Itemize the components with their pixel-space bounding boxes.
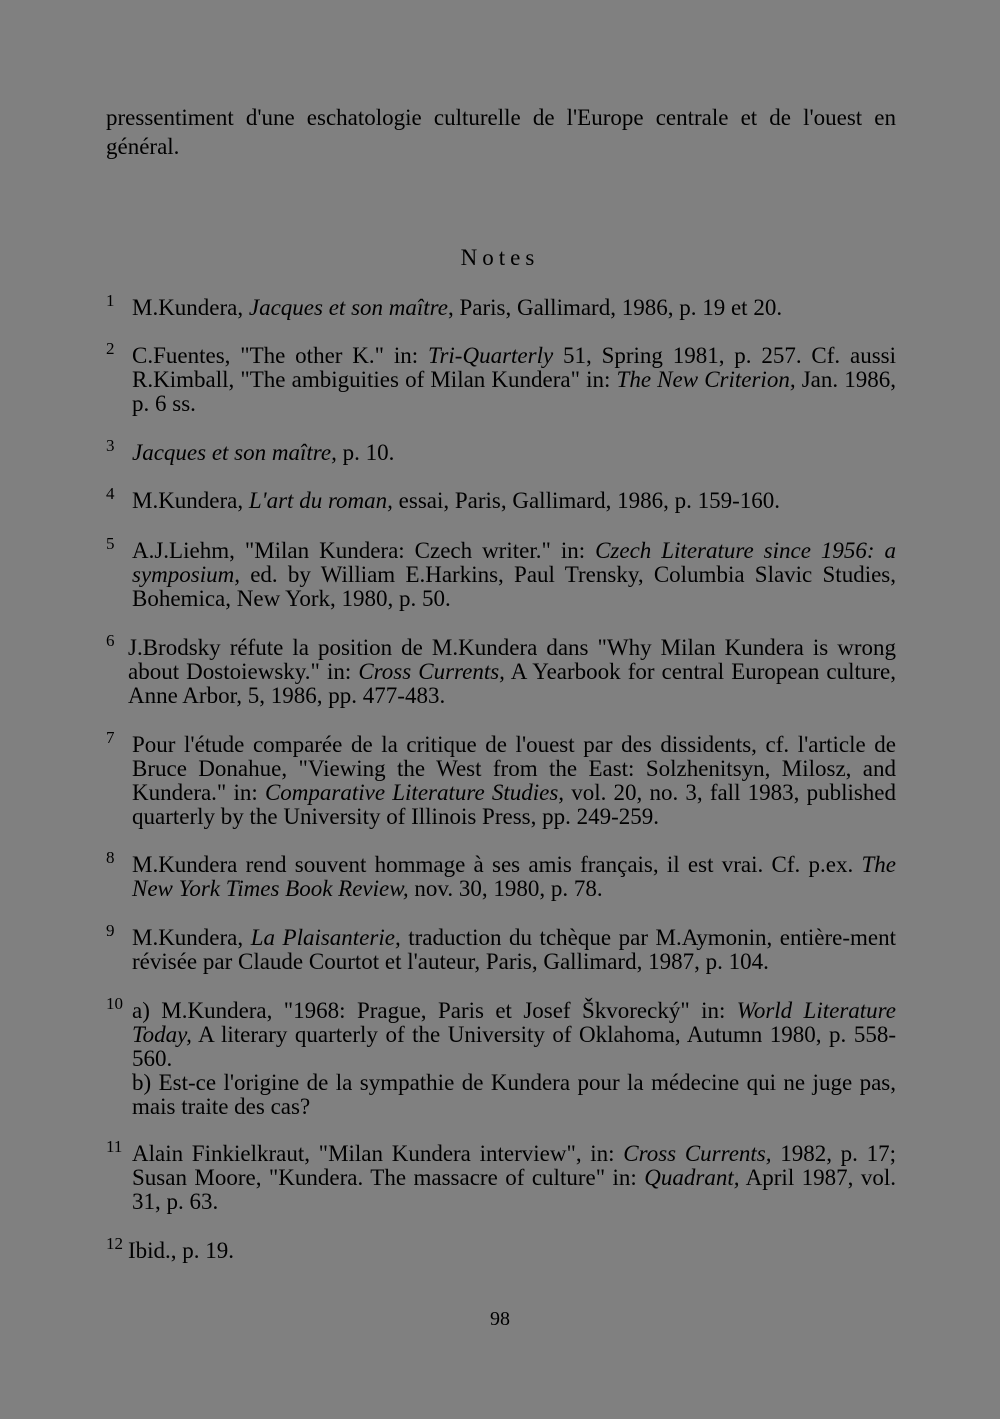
note-text-segment: nov. 30, 1980, p. 78. [408, 876, 603, 901]
note-title: Cross Currents, [623, 1141, 772, 1166]
note-text-segment: J.Brodsky réfute la position de M.Kundera dans "Why Milan Kundera is wrong about Dostoiewsky." in: [128, 635, 896, 684]
note-title: The New York Times Book Review, [132, 852, 896, 901]
note-5 [106, 534, 896, 611]
note-number: 9 [106, 921, 115, 940]
note-text-extra: b) Est-ce l'origine de la sympathie de Kundera pour la médecine qui ne juge pas, mais traite des cas? [132, 1070, 896, 1119]
note-8 [106, 848, 896, 901]
note-title: Cross Currents, [358, 659, 505, 684]
note-11 [106, 1137, 897, 1214]
note-text-segment: M.Kundera, [132, 488, 249, 513]
note-title: Quadrant, [644, 1165, 740, 1190]
note-title: World Literature Today, [132, 998, 896, 1047]
note-text-segment: Pour l'étude comparée de la critique de l'ouest par des dissidents, cf. l'article de Bruce Donahue, "Viewing the West from the East: Solzhenitsyn, Milosz, and Kundera." in: [132, 732, 896, 805]
note-number: 6 [106, 631, 115, 650]
note-number: 8 [106, 848, 115, 867]
note-number: 7 [106, 728, 115, 747]
note-1 [106, 291, 896, 320]
note-7 [106, 728, 897, 829]
note-title: Czech Literature since 1956: a symposium, [132, 538, 896, 587]
intro-paragraph: pressentiment d'une eschatologie culturelle de l'Europe centrale et de l'ouest en général. [106, 105, 896, 159]
note-number: 5 [106, 534, 115, 553]
note-text-segment: A Yearbook for central European culture, Anne Arbor, 5, 1986, pp. 477-483. [128, 659, 897, 708]
note-text-segment: essai, Paris, Gallimard, 1986, p. 159-160. [392, 488, 781, 513]
note-title: La Plaisanterie, [250, 925, 401, 950]
note-text-segment: M.Kundera, [132, 295, 249, 320]
note-text-segment: A.J.Liehm, "Milan Kundera: Czech writer." in: [132, 538, 596, 563]
note-text-segment: ed. by William E.Harkins, Paul Trensky, Columbia Slavic Studies, Bohemica, New York, 1980, p. 50. [132, 562, 896, 611]
note-title: The New Criterion, [616, 367, 796, 392]
note-6 [106, 631, 897, 708]
page-number: 98 [490, 1308, 510, 1330]
note-9 [106, 921, 896, 974]
note-text-segment: Ibid., p. 19. [128, 1238, 235, 1263]
note-4 [106, 484, 896, 513]
note-title: Jacques et son maître, [132, 440, 337, 465]
note-text-segment: p. 10. [336, 440, 395, 465]
note-number: 10 [106, 994, 123, 1013]
note-text-segment: 51, Spring 1981, p. 257. Cf. aussi R.Kimball, "The ambiguities of Milan Kundera" in: [132, 343, 897, 392]
note-text-segment: C.Fuentes, "The other K." in: [132, 343, 428, 368]
note-text-segment: traduction du tchèque par M.Aymonin, entière-ment révisée par Claude Courtot et l'auteur, Paris, Gallimard, 1987, p. 104. [132, 925, 896, 974]
note-number: 1 [106, 291, 115, 310]
note-number: 2 [106, 339, 115, 358]
note-12 [106, 1234, 896, 1263]
note-text-segment: 1982, p. 17; Susan Moore, "Kundera. The massacre of culture" in: [132, 1141, 897, 1190]
note-2 [106, 339, 897, 416]
note-10 [106, 994, 896, 1119]
note-text-segment: M.Kundera, [132, 925, 251, 950]
note-title: Comparative Literature Studies, [264, 780, 565, 805]
note-text-segment: Alain Finkielkraut, "Milan Kundera interview", in: [132, 1141, 624, 1166]
note-text-segment: April 1987, vol. 31, p. 63. [132, 1165, 897, 1214]
note-text-segment: a) M.Kundera, "1968: Prague, Paris et Josef Škvorecký" in: [132, 998, 737, 1023]
note-title: Tri-Quarterly [427, 343, 554, 368]
note-number: 4 [106, 484, 115, 503]
note-number: 11 [106, 1137, 123, 1156]
note-number: 12 [106, 1234, 123, 1253]
note-3 [106, 436, 896, 465]
notes-heading: Notes [460, 245, 540, 270]
note-title: L'art du roman, [248, 488, 393, 513]
note-text-segment: A literary quarterly of the University of Oklahoma, Autumn 1980, p. 558-560. [132, 1022, 896, 1071]
note-title: Jacques et son maître [248, 295, 448, 320]
note-text-segment: M.Kundera rend souvent hommage à ses amis français, il est vrai. Cf. p.ex. [132, 852, 862, 877]
note-text-segment: Jan. 1986, p. 6 ss. [132, 367, 896, 416]
note-number: 3 [106, 436, 115, 455]
note-text-segment: vol. 20, no. 3, fall 1983, published quarterly by the University of Illinois Press, pp. 249-259. [132, 780, 897, 829]
note-text-segment: , Paris, Gallimard, 1986, p. 19 et 20. [447, 295, 783, 320]
